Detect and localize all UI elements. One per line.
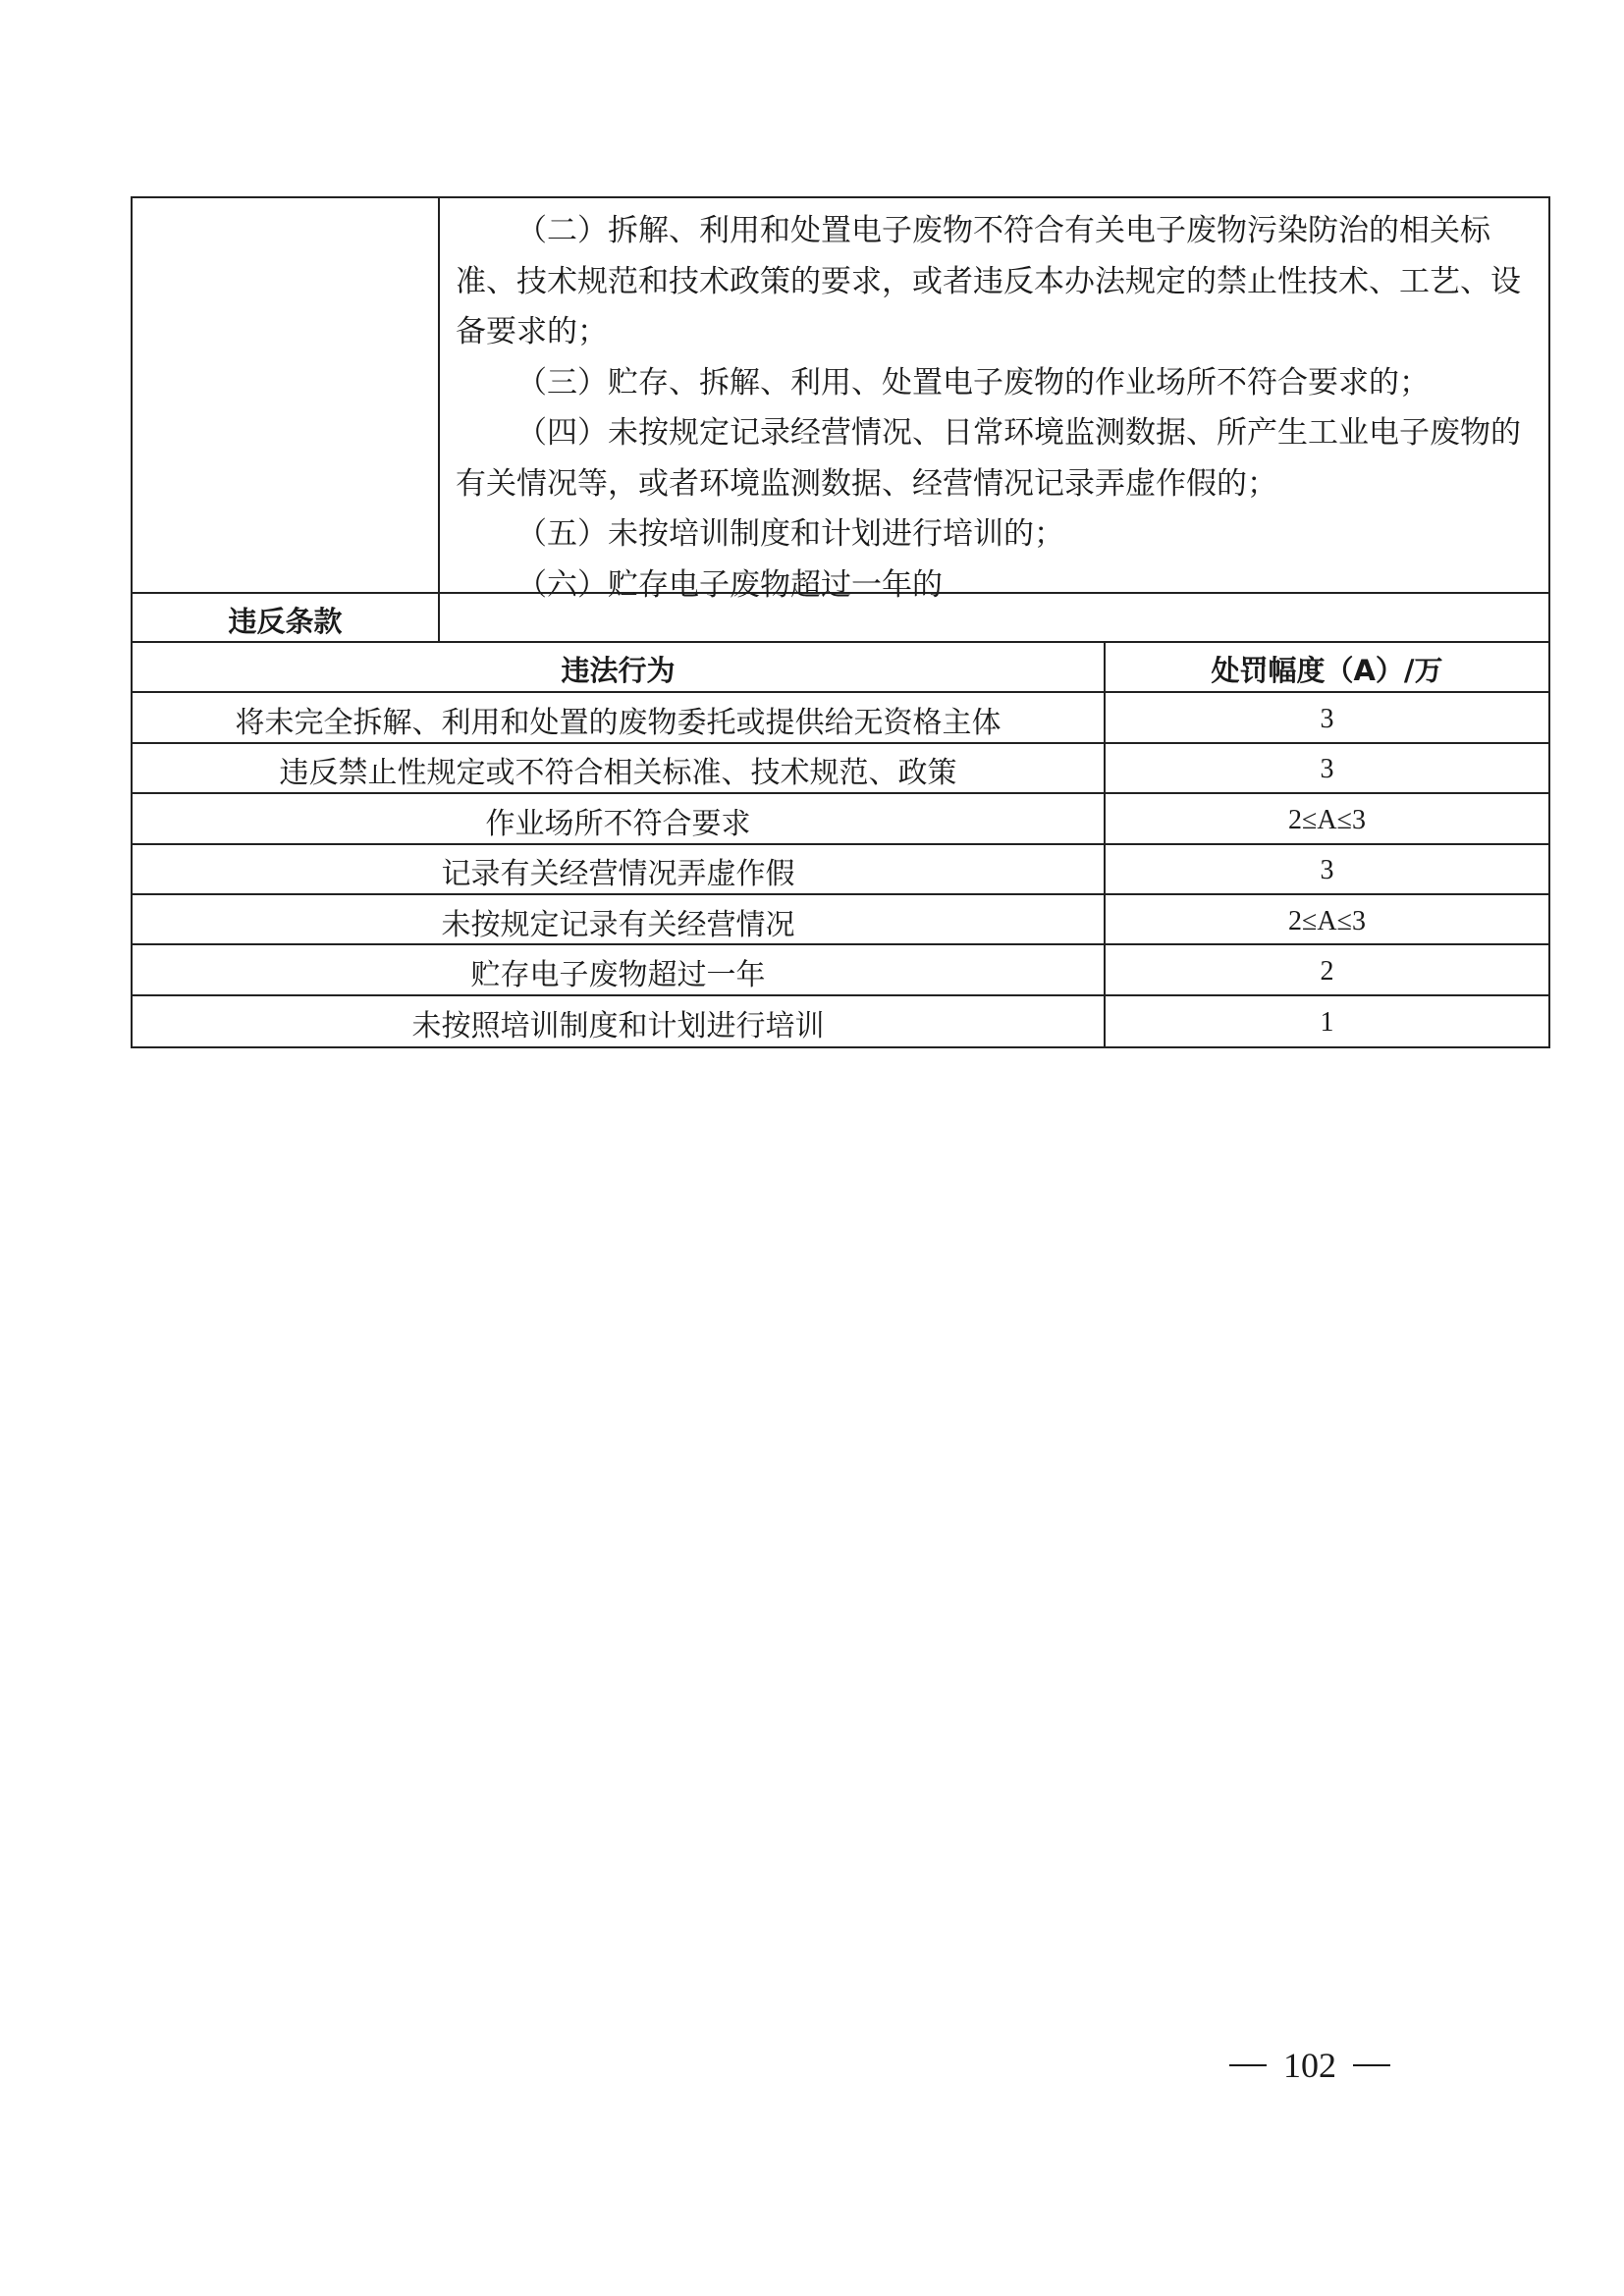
header-violation: 违法行为	[133, 643, 1106, 691]
violation-cell: 作业场所不符合要求	[133, 794, 1106, 842]
penalty-cell: 3	[1320, 704, 1334, 735]
penalty-cell: 3	[1320, 754, 1334, 785]
table-row	[133, 744, 1548, 794]
penalty-cell: 3	[1320, 855, 1334, 886]
penalty-cell: 1	[1320, 1007, 1334, 1039]
penalty-cell: 2≤A≤3	[1288, 804, 1366, 835]
page-number: 102	[1283, 2046, 1336, 2085]
violated-clause-label: 违反条款	[133, 594, 440, 641]
table-header-row	[133, 643, 1548, 693]
provision-item-4: （四）未按规定记录经营情况、日常环境监测数据、所产生工业电子废物的有关情况等，或者环境监测数据、经营情况记录弄虚作假的；	[456, 415, 1521, 502]
violation-cell: 未按照培训制度和计划进行培训	[133, 996, 1106, 1046]
violation-cell: 记录有关经营情况弄虚作假	[133, 845, 1106, 893]
violation-cell: 违反禁止性规定或不符合相关标准、技术规范、政策	[133, 744, 1106, 792]
provisions-text-cell	[440, 198, 1548, 603]
footer-dash-left	[1229, 2064, 1267, 2066]
page-footer	[1213, 2045, 1407, 2086]
provision-item-3: （三）贮存、拆解、利用、处置电子废物的作业场所不符合要求的；	[516, 364, 1430, 400]
penalty-cell: 2≤A≤3	[1288, 905, 1366, 936]
provisions-row	[133, 198, 1548, 603]
footer-dash-right	[1353, 2064, 1390, 2066]
provision-item-5: （五）未按培训制度和计划进行培训的；	[516, 516, 1064, 552]
header-penalty-range: 处罚幅度（A）/万	[1211, 654, 1443, 688]
provisions-label-cell	[133, 198, 440, 592]
table-row	[133, 945, 1548, 995]
table-row	[133, 996, 1548, 1046]
provision-item-2: （二）拆解、利用和处置电子废物不符合有关电子废物污染防治的相关标准、技术规范和技术政策的要求，或者违反本办法规定的禁止性技术、工艺、设备要求的；	[456, 213, 1521, 349]
table-row	[133, 794, 1548, 844]
table-row	[133, 895, 1548, 945]
penalty-cell: 2	[1320, 956, 1334, 988]
penalty-table	[131, 196, 1550, 1048]
violation-cell: 未按规定记录有关经营情况	[133, 895, 1106, 943]
violation-cell: 贮存电子废物超过一年	[133, 945, 1106, 993]
violated-clause-value	[440, 594, 1548, 641]
provision-item-6: （六）贮存电子废物超过一年的	[516, 566, 943, 603]
violation-cell: 将未完全拆解、利用和处置的废物委托或提供给无资格主体	[133, 693, 1106, 741]
table-row	[133, 845, 1548, 895]
violated-clause-row	[133, 594, 1548, 643]
table-row	[133, 693, 1548, 743]
